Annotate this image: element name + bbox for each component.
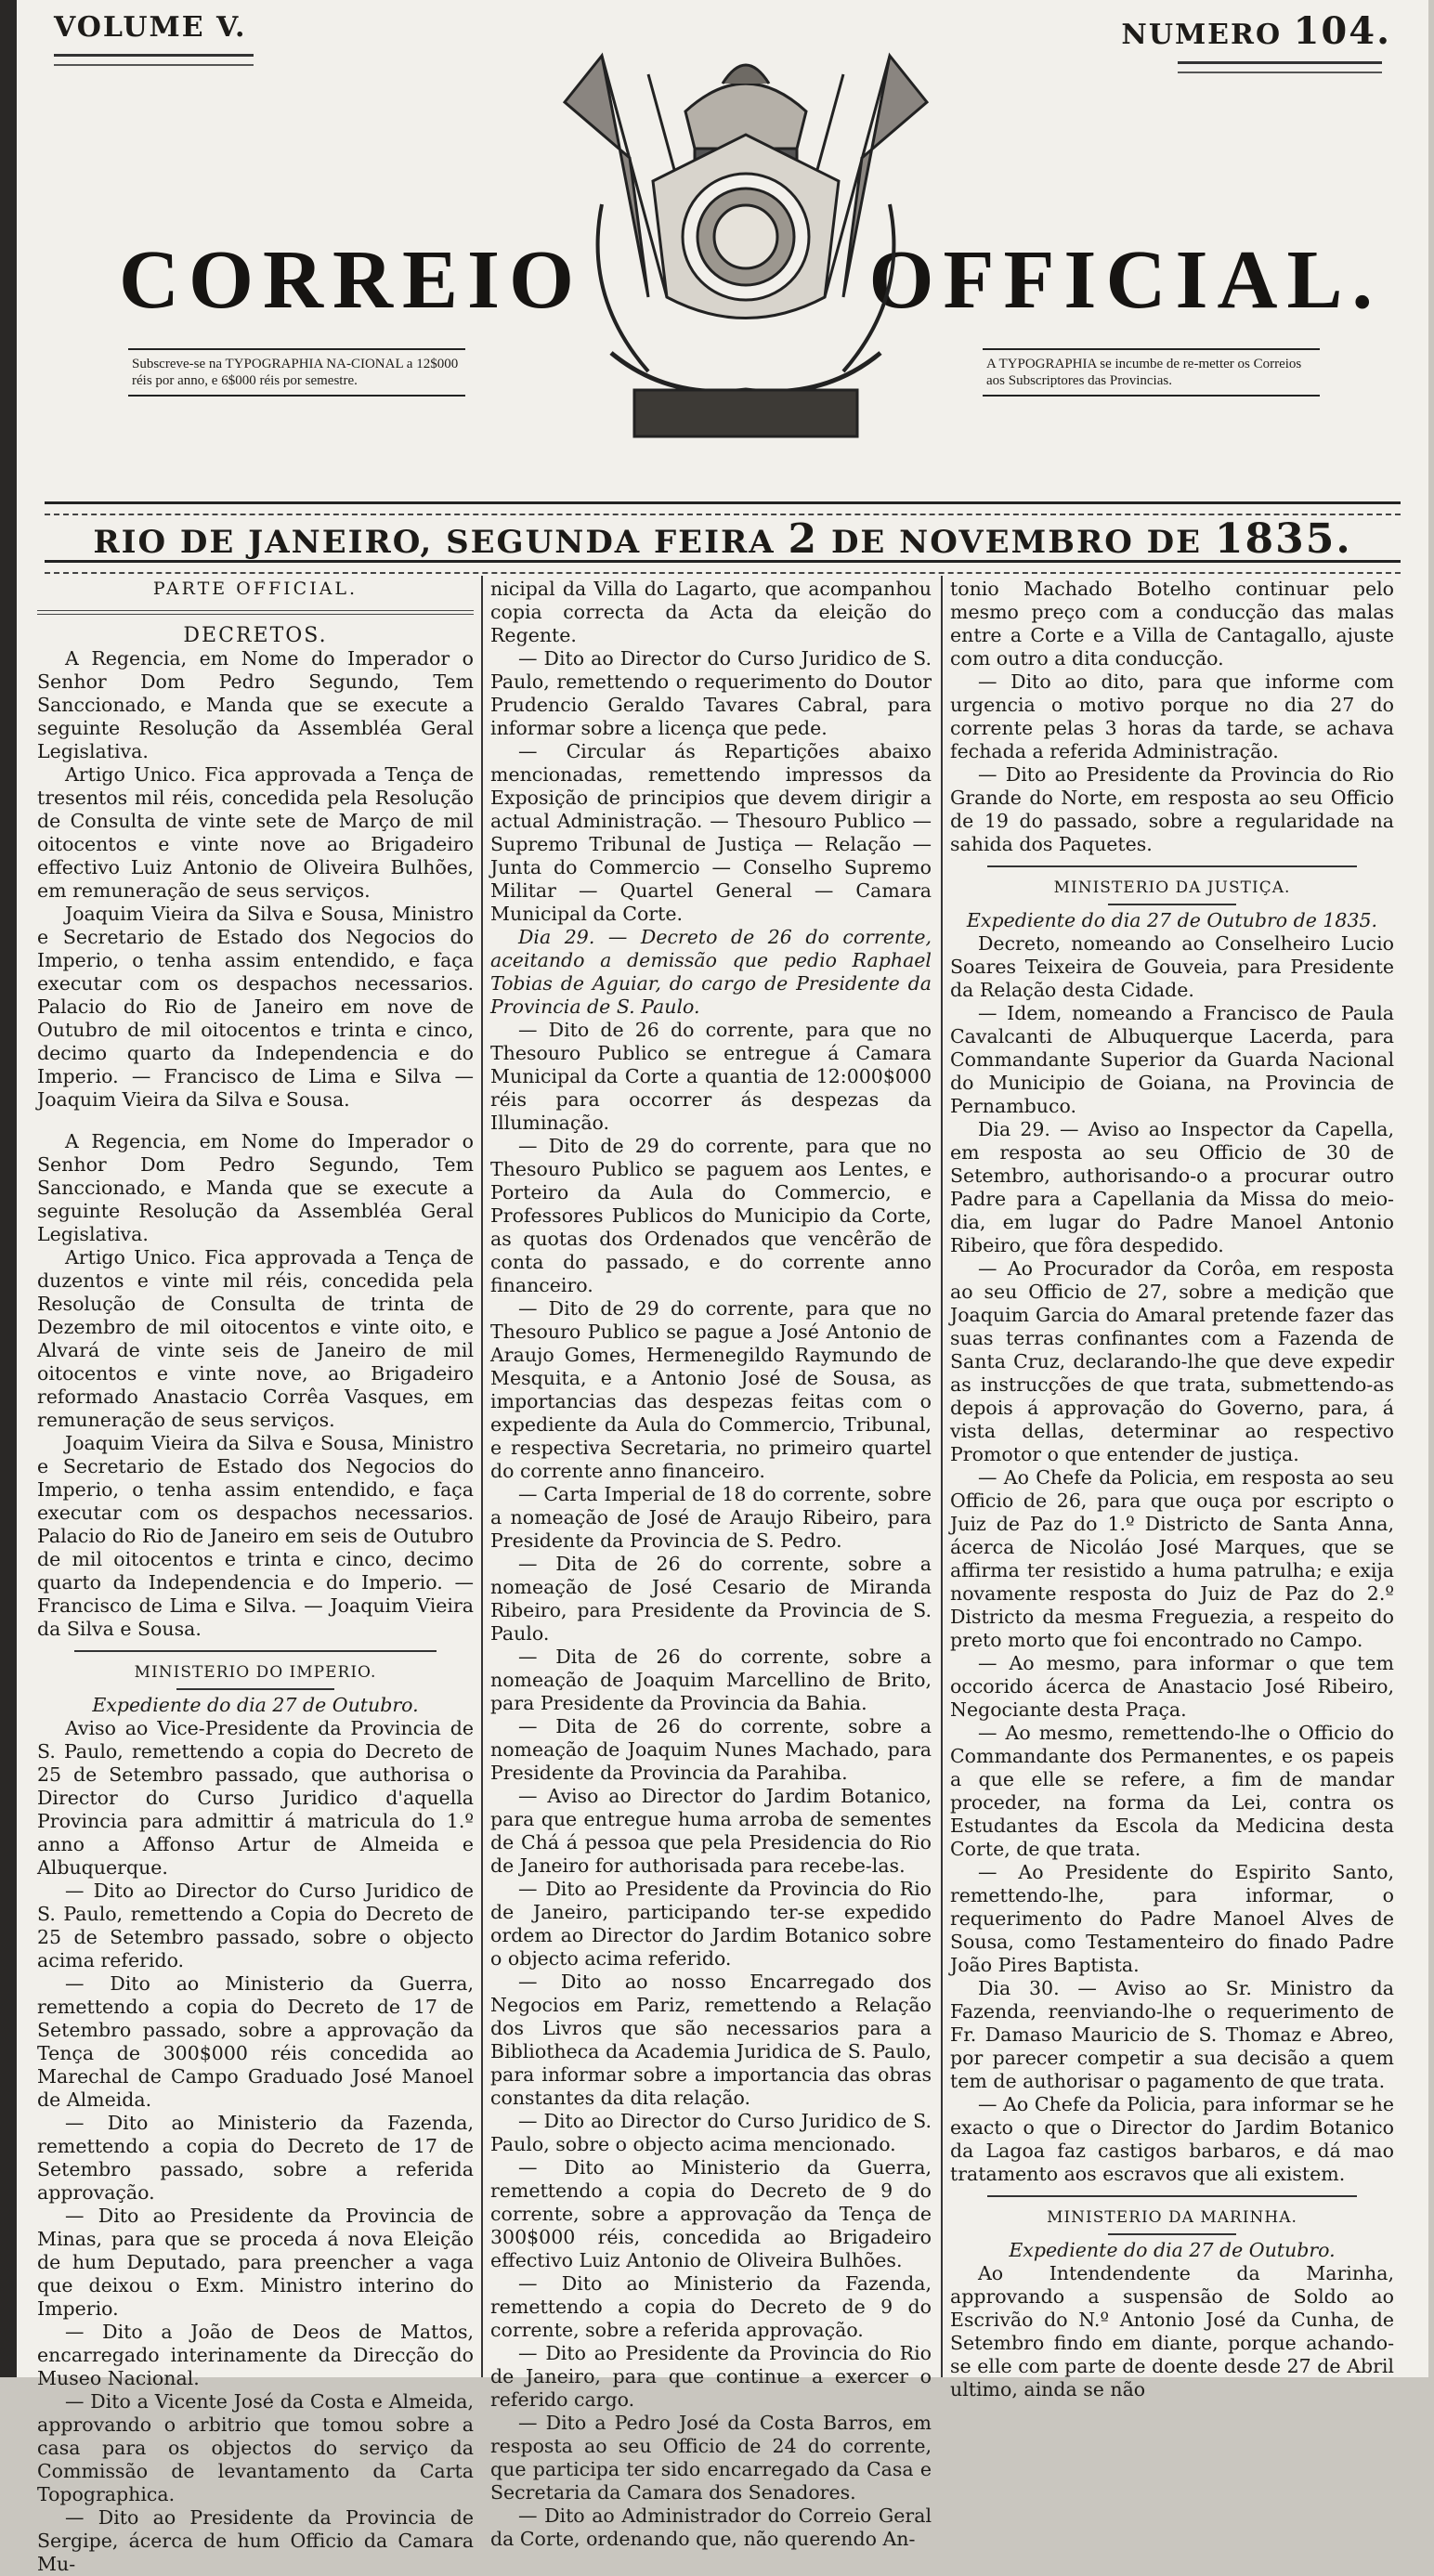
paragraph: — Dito ao Director do Curso Juridico de S. Paulo, remettendo o requerimento do Doutor Prudencio Geraldo Tavares Cabral, para informar sobre a licença que pede.	[490, 647, 932, 739]
paragraph: tonio Machado Botelho continuar pelo mesmo preço com a conducção das malas entre a Corte e a Villa de Cantagallo, ajuste com outro a dita conducção.	[950, 578, 1394, 670]
paragraph: — Dito ao Ministerio da Guerra, remettendo a copia do Decreto de 9 do corrente, sobre a approvação da Tença de 300$000 réis, concedida ao Brigadeiro effectivo Luiz Antonio de Oliveira Bulhões.	[490, 2156, 932, 2271]
column-divider	[941, 576, 943, 2377]
paragraph: — Dito a João de Deos de Mattos, encarregado interinamente da Direcção do Museo Nacional.	[37, 2321, 474, 2389]
dateline-day: 2	[788, 515, 819, 563]
ornament-rule	[37, 610, 474, 615]
paragraph: — Aviso ao Director do Jardim Botanico, para que entregue huma arroba de sementes de Chá á pessoa que pela Presidencia do Rio de Janeiro for authorisada para recebe-las.	[490, 1785, 932, 1877]
ministry-heading: MINISTERIO DA JUSTIÇA.	[1053, 878, 1291, 897]
column-1	[37, 578, 474, 2575]
paragraph: — Dito de 26 do corrente, para que no Thesouro Publico se entregue á Camara Municipal da Corte a quantia de 12:000$000 réis para occorrer ás despezas da Illuminação.	[490, 1019, 932, 1134]
paragraph: — Dito ao Presidente da Provincia do Rio de Janeiro, para que continue a exercer o referido cargo.	[490, 2342, 932, 2411]
section-heading: PARTE OFFICIAL.	[152, 579, 358, 599]
paragraph: — Dita de 26 do corrente, sobre a nomeação de José Cesario de Miranda Ribeiro, para Presidente da Provincia de S. Paulo.	[490, 1553, 932, 1645]
paragraph: Aviso ao Vice-Presidente da Provincia de S. Paulo, remettendo a copia do Decreto de 25 de Setembro passado, que authorisa o Director do Curso Juridico d'aquella Provincia para admittir á matricula do 1.º anno a Affonso Artur de Almeida e Albuquerque.	[37, 1717, 474, 1879]
paragraph: — Ao Procurador da Corôa, em resposta ao seu Officio de 27, sobre a medição que Joaquim Garcia do Amaral pretende fazer das suas terras confinantes com a Fazenda de Santa Cruz, declarando-lhe que deve expedir as instrucções de que trata, submettendo-as depois á approvação do Governo, para, á vista dellas, determinar ao respectivo Promotor o que entender de justiça.	[950, 1257, 1394, 1465]
issue-number-label: NUMERO	[1121, 19, 1283, 51]
paragraph: Joaquim Vieira da Silva e Sousa, Ministro e Secretario de Estado dos Negocios do Imperio, o tenha assim entendido, e faça executar com os despachos necessarios. Palacio do Rio de Janeiro em nove de Outubro de mil oitocentos e trinta e cinco, decimo quarto da Independencia e do Imperio. — Francisco de Lima e Silva — Joaquim Vieira da Silva e Sousa.	[37, 903, 474, 1111]
paragraph: — Ao mesmo, para informar o que tem occorido ácerca de Anastacio José Ribeiro, Negociante desta Praça.	[950, 1652, 1394, 1721]
expediente-heading: Expediente do dia 27 de Outubro de 1835.	[966, 909, 1378, 931]
paragraph: — Dito ao Ministerio da Fazenda, remettendo a copia do Decreto de 9 do corrente, sobre a referida approvação.	[490, 2272, 932, 2341]
masthead-title-right: OFFICIAL.	[868, 234, 1382, 326]
imperial-coat-of-arms-icon	[546, 19, 945, 455]
ornament-rule	[54, 54, 254, 66]
paragraph: — Dito a Vicente José da Costa e Almeida, approvando o arbitrio que tomou sobre a casa para os objectos do serviço da Commissão de levantamento da Carta Topographica.	[37, 2390, 474, 2505]
divider	[987, 2195, 1357, 2197]
dateline	[17, 515, 1428, 563]
paragraph: — Dita de 26 do corrente, sobre a nomeação de Joaquim Marcellino de Brito, para Presidente da Provincia da Bahia.	[490, 1646, 932, 1714]
dateline-month: DE NOVEMBRO DE	[830, 524, 1203, 561]
expediente-heading: Expediente do dia 27 de Outubro.	[92, 1694, 419, 1716]
issue-number	[1121, 9, 1391, 53]
paragraph: — Ao mesmo, remettendo-lhe o Officio do Commandante dos Permanentes, e os papeis a que elle se refere, a fim de mandar proceder, na forma da Lei, contra os Estudantes da Escola da Medicina desta Corte, de que trata.	[950, 1722, 1394, 1860]
paragraph: Dia 29. — Decreto de 26 do corrente, aceitando a demissão que pedio Raphael Tobias de Aguiar, do cargo de Presidente da Provincia de S. Paulo.	[490, 926, 932, 1018]
paragraph: Decreto, nomeando ao Conselheiro Lucio Soares Teixeira de Gouveia, para Presidente da Relação desta Cidade.	[950, 932, 1394, 1001]
paragraph: — Dito de 29 do corrente, para que no Thesouro Publico se pague a José Antonio de Araujo Gomes, Hermenegildo Raymundo de Mesquita, e a Antonio José de Sousa, as importancias das despezas feitas com o expediente da Aula do Commercio, Tribunal, e respectiva Secretaria, no primeiro quartel do corrente anno financeiro.	[490, 1297, 932, 1482]
paragraph: — Ao Chefe da Policia, em resposta ao seu Officio de 26, para que ouça por escripto o Juiz de Paz do 1.º Districto de Santa Anna, ácerca de Nicoláo José Marques, que se affirma ter resistido a huma patrulha; e exija novamente resposta do Juiz de Paz do 2.º Districto da mesma Freguezia, a respeito do preto morto que foi encontrado no Campo.	[950, 1466, 1394, 1651]
ministry-heading: MINISTERIO DA MARINHA.	[1047, 2208, 1297, 2227]
paragraph: — Dito ao Presidente da Provincia do Rio Grande do Norte, em resposta ao seu Officio de 19 do passado, sobre a regularidade na sahida dos Paquetes.	[950, 763, 1394, 855]
ornament-rule	[1178, 61, 1382, 73]
paragraph: — Dito ao Presidente da Provincia de Sergipe, ácerca de hum Officio da Camara Mu-	[37, 2506, 474, 2575]
paragraph: Ao Intendendente da Marinha, approvando a suspensão de Soldo ao Escrivão do N.º Antonio José da Cunha, de Setembro findo em diante, porque achando-se elle com parte de doente desde 27 de Abril ultimo, ainda se não	[950, 2262, 1394, 2400]
paragraph: — Dito ao nosso Encarregado dos Negocios em Pariz, remettendo a Relação dos Livros que são necessarios para a Bibliotheca da Academia Juridica de S. Paulo, para informar sobre a importancia das obras constantes da dita relação.	[490, 1971, 932, 2109]
delivery-note: A TYPOGRAPHIA se incumbe de re-metter os Correios aos Subscriptores das Provincias.	[983, 348, 1320, 397]
paragraph: — Dito ao Presidente da Provincia de Minas, para que se proceda á nova Eleição de hum Deputado, para preencher a vaga que deixou o Exm. Ministro interino do Imperio.	[37, 2205, 474, 2320]
newspaper-page	[17, 0, 1428, 2575]
masthead-title-left: CORREIO	[119, 234, 584, 326]
paragraph: — Idem, nomeando a Francisco de Paula Cavalcanti de Albuquerque Lacerda, para Commandante Superior da Guarda Nacional do Municipio de Goiana, na Provincia de Pernambuco.	[950, 1002, 1394, 1117]
paragraph: — Circular ás Repartições abaixo mencionadas, remettendo impressos da Exposição de principios que devem dirigir a actual Administração. — Thesouro Publico — Supremo Tribunal de Justiça — Relação — Junta do Commercio — Conselho Supremo Militar — Quartel General — Camara Municipal da Corte.	[490, 740, 932, 925]
column-3	[950, 578, 1394, 2400]
paragraph: nicipal da Villa do Lagarto, que acompanhou copia correcta da Acta da eleição do Regente.	[490, 578, 932, 646]
paragraph: — Carta Imperial de 18 do corrente, sobre a nomeação de José de Araujo Ribeiro, para Presidente da Provincia de S. Pedro.	[490, 1483, 932, 1552]
ministry-heading: MINISTERIO DO IMPERIO.	[134, 1663, 377, 1682]
paragraph: A Regencia, em Nome do Imperador o Senhor Dom Pedro Segundo, Tem Sanccionado, e Manda que se execute a seguinte Resolução da Assembléa Geral Legislativa.	[37, 647, 474, 762]
paragraph: — Dito ao dito, para que informe com urgencia o motivo porque no dia 27 do corrente pelas 3 horas da tarde, se achava fechada a referida Administração.	[950, 670, 1394, 762]
dateline-year: 1835.	[1214, 515, 1352, 563]
paragraph: — Dito ao Ministerio da Guerra, remettendo a copia do Decreto de 17 de Setembro passado, sobre a approvação da Tença de 300$000 réis concedida ao Marechal de Campo Graduado José Manoel de Almeida.	[37, 1972, 474, 2111]
paragraph: — Dito ao Director do Curso Juridico de S. Paulo, remettendo a Copia do Decreto de 25 de Setembro passado, sobre o objecto acima referido.	[37, 1880, 474, 1971]
paragraph: Artigo Unico. Fica approvada a Tença de duzentos e vinte mil réis, concedida pela Resolução de Consulta de trinta de Dezembro de mil oitocentos e vinte oito, e Alvará de vinte seis de Janeiro de mil oitocentos e vinte nove, ao Brigadeiro reformado Anastacio Corrêa Vasques, em remuneração de seus serviços.	[37, 1246, 474, 1431]
paragraph: — Dito ao Presidente da Provincia do Rio de Janeiro, participando ter-se expedido ordem ao Director do Jardim Botanico sobre o objecto acima referido.	[490, 1878, 932, 1970]
section-subheading: DECRETOS.	[183, 624, 328, 647]
dateline-bottom-rule	[45, 560, 1401, 574]
divider	[1108, 2233, 1236, 2235]
page-edge	[0, 0, 17, 2377]
subscription-note: Subscreve-se na TYPOGRAPHIA NA-CIONAL a 12$000 réis por anno, e 6$000 réis por semestre.	[128, 348, 465, 397]
divider	[987, 865, 1357, 867]
paragraph: — Ao Chefe da Policia, para informar se he exacto o que o Director do Jardim Botanico da Lagoa faz castigos barbaros, e dá mao tratamento aos escravos que ali existem.	[950, 2093, 1394, 2185]
dateline-weekday: RIO DE JANEIRO, SEGUNDA FEIRA	[93, 524, 776, 561]
column-divider	[481, 576, 483, 2377]
issue-number-value: 104.	[1293, 9, 1391, 53]
divider	[74, 1650, 437, 1652]
paragraph: — Dito ao Ministerio da Fazenda, remettendo a copia do Decreto de 17 de Setembro passado, sobre a referida approvação.	[37, 2112, 474, 2204]
dateline-top-rule	[45, 501, 1401, 515]
divider	[176, 1688, 334, 1690]
divider	[1108, 904, 1236, 905]
paragraph: — Dito ao Administrador do Correio Geral da Corte, ordenando que, não querendo An-	[490, 2504, 932, 2550]
paragraph: — Dito a Pedro José da Costa Barros, em resposta ao seu Officio de 24 do corrente, que participa ter sido encarregado da Casa e Secretaria da Camara dos Senadores.	[490, 2412, 932, 2504]
column-2	[490, 578, 932, 2550]
paragraph: Dia 30. — Aviso ao Sr. Ministro da Fazenda, reenviando-lhe o requerimento de Fr. Damaso Mauricio de S. Thomaz e Abreo, por parecer competir a sua decisão a quem tem de authorisar o pagamento de que trata.	[950, 1977, 1394, 2092]
paragraph: — Dito de 29 do corrente, para que no Thesouro Publico se paguem aos Lentes, e Porteiro da Aula do Commercio, e Professores Publicos do Municipio da Corte, as quotas dos Ordenados que vencêrão de conta do passado, e do corrente anno financeiro.	[490, 1135, 932, 1296]
paragraph: — Ao Presidente do Espirito Santo, remettendo-lhe, para informar, o requerimento do Padre Manoel Alves de Sousa, como Testamenteiro do finado Padre João Pires Baptista.	[950, 1861, 1394, 1976]
paragraph: Joaquim Vieira da Silva e Sousa, Ministro e Secretario de Estado dos Negocios do Imperio, o tenha assim entendido, e faça executar com os despachos necessarios. Palacio do Rio de Janeiro em seis de Outubro de mil oitocentos e trinta e cinco, decimo quarto da Independencia e do Imperio. — Francisco de Lima e Silva. — Joaquim Vieira da Silva e Sousa.	[37, 1432, 474, 1640]
expediente-heading: Expediente do dia 27 de Outubro.	[1009, 2239, 1336, 2261]
paragraph: — Dito ao Director do Curso Juridico de S. Paulo, sobre o objecto acima mencionado.	[490, 2110, 932, 2155]
paragraph: — Dita de 26 do corrente, sobre a nomeação de Joaquim Nunes Machado, para Presidente da Provincia da Parahiba.	[490, 1715, 932, 1784]
paragraph: Artigo Unico. Fica approvada a Tença de tresentos mil réis, concedida pela Resolução de Consulta de vinte sete de Março de mil oitocentos e vinte nove ao Brigadeiro effectivo Luiz Antonio de Oliveira Bulhões, em remuneração de seus serviços.	[37, 763, 474, 902]
paragraph: A Regencia, em Nome do Imperador o Senhor Dom Pedro Segundo, Tem Sanccionado, e Manda que se execute a seguinte Resolução da Assembléa Geral Legislativa.	[37, 1130, 474, 1245]
volume-label: VOLUME V.	[54, 11, 247, 44]
paragraph: Dia 29. — Aviso ao Inspector da Capella, em resposta ao seu Officio de 30 de Setembro, authorisando-o a procurar outro Padre para a Capellania da Missa do meio-dia, em lugar do Padre Manoel Antonio Ribeiro, que fôra despedido.	[950, 1118, 1394, 1256]
